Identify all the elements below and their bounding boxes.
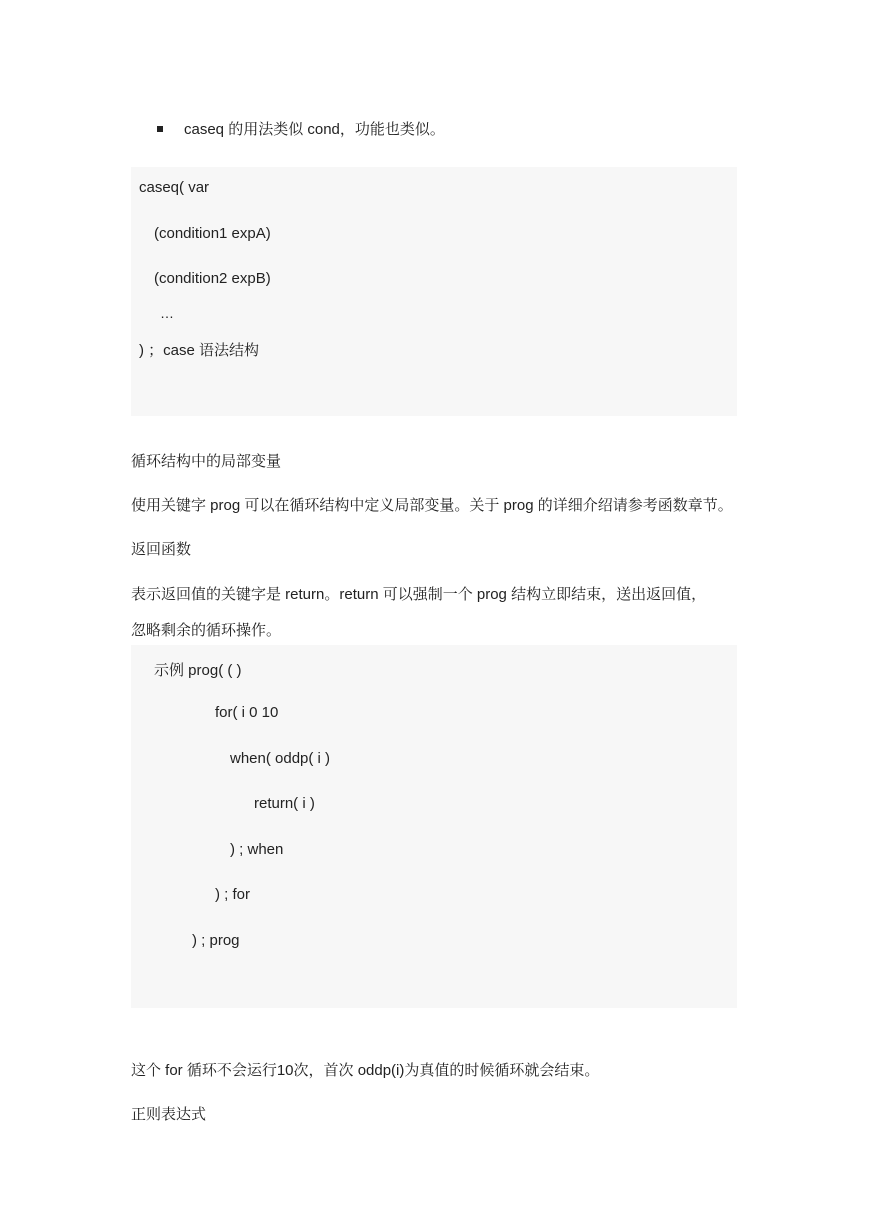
bullet-marker <box>157 126 163 132</box>
paragraph-return-line1: 表示返回值的关键字是 return。return 可以强制一个 prog 结构立即结束，送出返回值， <box>131 586 707 603</box>
code-block-prog-example <box>131 645 737 1008</box>
paragraph-after-example: 这个 for 循环不会运行10次，首次 oddp(i)为真值的时候循环就会结束。 <box>131 1062 600 1079</box>
code-line: (condition1 expA) <box>154 225 271 242</box>
code-block-caseq <box>131 167 737 416</box>
code-line: return( i ) <box>254 795 315 812</box>
section-heading-return: 返回函数 <box>131 541 192 558</box>
code-line: ) ; for <box>215 886 251 903</box>
code-line: ) ；case 语法结构 <box>139 342 260 359</box>
code-line: ) ; when <box>230 841 284 858</box>
code-line: ) ; prog <box>192 932 240 949</box>
paragraph-return-line2: 忽略剩余的循环操作。 <box>131 622 282 639</box>
code-line: caseq( var <box>139 179 210 196</box>
code-line: (condition2 expB) <box>154 270 271 287</box>
code-line: for( i 0 10 <box>215 704 279 721</box>
section-heading-local-vars: 循环结构中的局部变量 <box>131 453 282 470</box>
bullet-text: caseq 的用法类似 cond，功能也类似。 <box>184 121 445 138</box>
code-line: when( oddp( i ) <box>230 750 331 767</box>
section-heading-regex: 正则表达式 <box>131 1106 207 1123</box>
paragraph-local-vars: 使用关键字 prog 可以在循环结构中定义局部变量。关于 prog 的详细介绍请参考函数章节。 <box>131 497 733 514</box>
code-line: … <box>160 305 174 321</box>
code-line: 示例 prog( ( ) <box>154 662 242 679</box>
